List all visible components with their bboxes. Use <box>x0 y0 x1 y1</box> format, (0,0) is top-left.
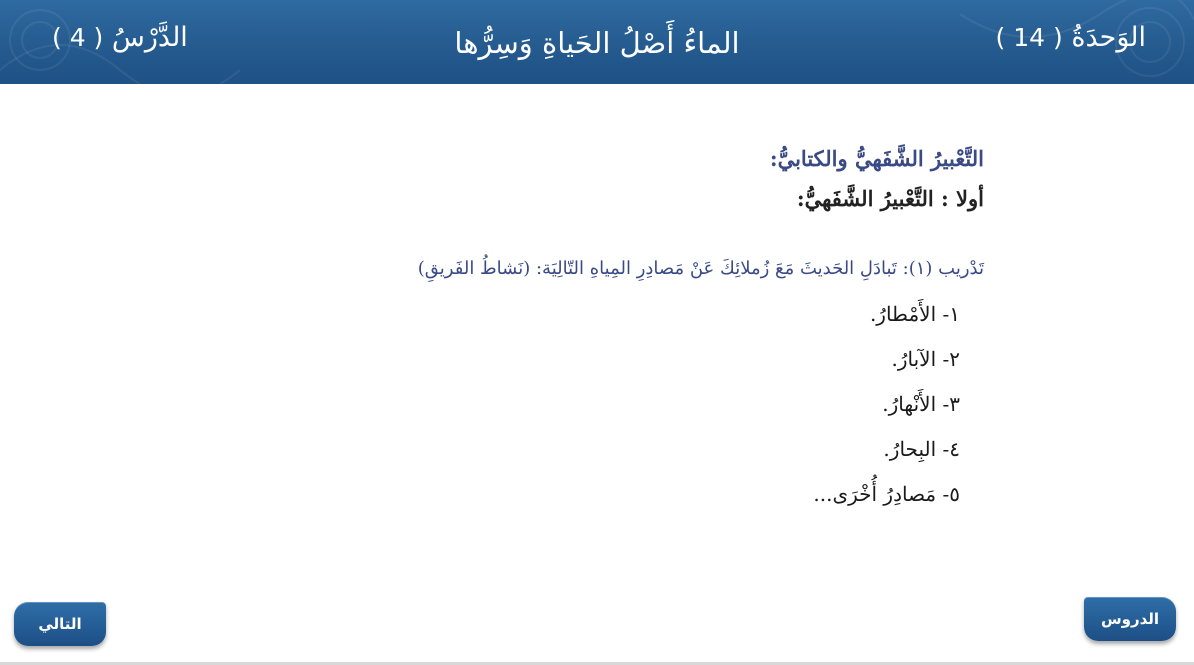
exercise-instruction: تَدْريب (١): تَبادَلِ الحَديثَ مَعَ زُملائِكَ عَنْ مَصادِرِ المِياهِ التّالِيَة: (نَشاطُ الفَريقِ) <box>417 258 984 279</box>
list-item: ١- الأَمْطارُ. <box>869 302 960 326</box>
section-subtitle: أولا : التَّعْبيرُ الشَّفَهيُّ: <box>796 186 984 211</box>
section-title: التَّعْبيرُ الشَّفَهيُّ والكتابيُّ: <box>769 146 984 171</box>
header-bar <box>0 0 1194 84</box>
unit-label: الوَحدَةُ <box>1071 22 1146 53</box>
page-title: الماءُ أَصْلُ الحَياةِ وَسِرُّها <box>454 26 740 60</box>
list-item: ٤- البِحارُ. <box>883 437 960 461</box>
next-button[interactable]: التالي <box>14 602 106 646</box>
lesson-label: الدَّرْسُ <box>111 22 188 53</box>
unit-number: ( 14 ) <box>995 23 1063 52</box>
lesson-indicator <box>52 22 188 53</box>
list-item: ٢- الآبارُ. <box>891 347 960 371</box>
list-item: ٣- الأَنْهارُ. <box>882 392 960 416</box>
list-item: ٥- مَصادِرُ أُخْرَى... <box>813 482 960 506</box>
lesson-number: ( 4 ) <box>52 23 104 52</box>
water-sources-list <box>813 300 960 525</box>
lessons-button[interactable]: الدروس <box>1084 597 1176 641</box>
